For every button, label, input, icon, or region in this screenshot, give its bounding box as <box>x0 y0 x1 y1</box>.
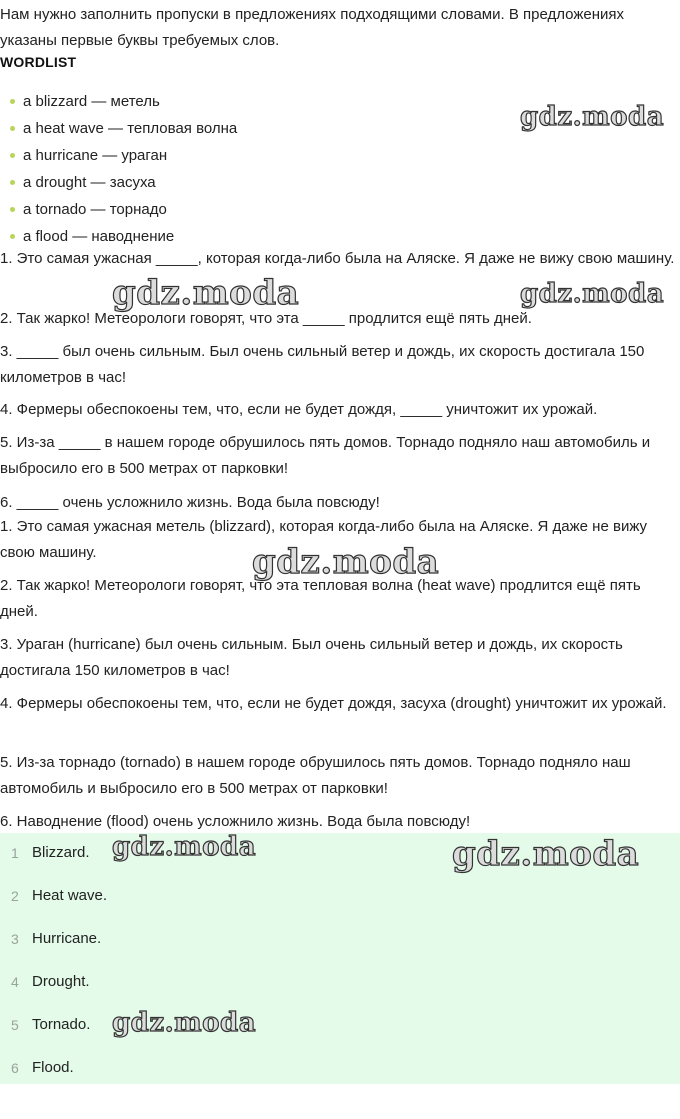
wordlist-heading: WORDLIST <box>0 54 77 70</box>
translation-sentence-4: 4. Фермеры обеспокоены тем, что, если не будет дождя, засуха (drought) уничтожит их урожай. <box>0 695 667 712</box>
exercise-sentence-1: 1. Это самая ужасная _____, которая когда-либо была на Аляске. Я даже не вижу свою машину. <box>0 250 675 267</box>
watermark-logo: gdz.moda <box>252 542 440 582</box>
answer-text: Drought. <box>32 973 90 990</box>
bullet-icon <box>10 180 15 185</box>
wordlist-item: a flood — наводнение <box>10 224 174 250</box>
bullet-icon <box>10 234 15 239</box>
translation-sentence-5: 5. Из-за торнадо (tornado) в нашем городе обрушилось пять домов. Торнадо подняло наш автомобиль и выбросило его в 500 метрах от парковки! <box>0 754 631 797</box>
translation-sentence-6: 6. Наводнение (flood) очень усложнило жизнь. Вода была повсюду! <box>0 813 471 830</box>
answer-number: 6 <box>11 1060 19 1076</box>
answer-text: Heat wave. <box>32 887 108 904</box>
translation-sentence-2: 2. Так жарко! Метеорологи говорят, что эта тепловая волна (heat wave) продлится ещё пять дней. <box>0 577 641 620</box>
answer-text: Tornado. <box>32 1016 91 1033</box>
answer-number: 5 <box>11 1017 19 1033</box>
exercise-sentence-2: 2. Так жарко! Метеорологи говорят, что эта _____ продлится ещё пять дней. <box>0 310 532 327</box>
answer-text: Hurricane. <box>32 930 102 947</box>
watermark-logo: gdz.moda <box>452 834 640 874</box>
watermark-logo: gdz.moda <box>112 832 257 862</box>
bullet-icon <box>10 126 15 131</box>
answer-number: 3 <box>11 931 19 947</box>
exercise-sentence-5: 5. Из-за _____ в нашем городе обрушилось пять домов. Торнадо подняло наш автомобиль и выбросило его в 500 метрах от парковки! <box>0 434 651 477</box>
bullet-icon <box>10 207 15 212</box>
watermark-logo: gdz.moda <box>112 273 300 313</box>
watermark-logo: gdz.moda <box>520 102 665 132</box>
exercise-sentence-3: 3. _____ был очень сильным. Был очень сильный ветер и дождь, их скорость достигала 150 километров в час! <box>0 343 645 386</box>
answer-number: 2 <box>11 888 19 904</box>
wordlist-item: a hurricane — ураган <box>10 143 167 169</box>
wordlist-item: a drought — засуха <box>10 170 156 196</box>
wordlist-item: a tornado — торнадо <box>10 197 167 223</box>
answer-number: 4 <box>11 974 19 990</box>
intro-text: Нам нужно заполнить пропуски в предложениях подходящими словами. В предложениях указаны первые буквы требуемых слов. <box>0 6 624 49</box>
bullet-icon <box>10 99 15 104</box>
watermark-logo: gdz.moda <box>520 279 665 309</box>
answer-text: Flood. <box>32 1059 74 1076</box>
exercise-sentence-6: 6. _____ очень усложнило жизнь. Вода была повсюду! <box>0 494 380 511</box>
translation-sentence-1: 1. Это самая ужасная метель (blizzard), которая когда-либо была на Аляске. Я даже не вижу свою машину. <box>0 518 648 561</box>
bullet-icon <box>10 153 15 158</box>
exercise-sentence-4: 4. Фермеры обеспокоены тем, что, если не будет дождя, _____ уничтожит их урожай. <box>0 401 598 418</box>
wordlist-item: a heat wave — тепловая волна <box>10 116 237 142</box>
answer-number: 1 <box>11 845 19 861</box>
watermark-logo: gdz.moda <box>112 1008 257 1038</box>
translation-sentence-3: 3. Ураган (hurricane) был очень сильным. Был очень сильный ветер и дождь, их скорость достигала 150 километров в час! <box>0 636 623 679</box>
answer-text: Blizzard. <box>32 844 90 861</box>
wordlist-item: a blizzard — метель <box>10 89 160 115</box>
